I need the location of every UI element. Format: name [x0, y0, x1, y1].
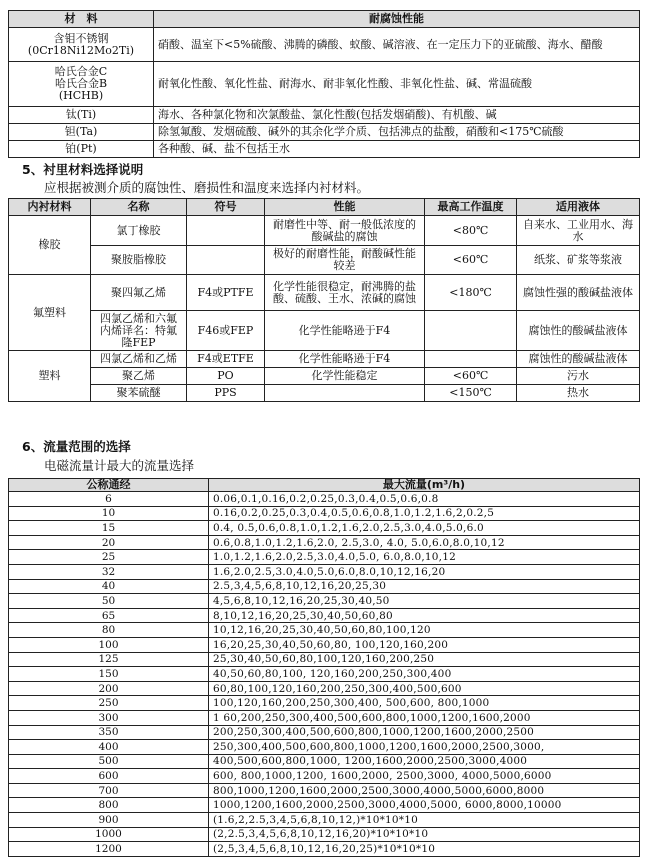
nominal-diameter: 125 — [9, 652, 209, 667]
max-flow-values: (1.6,2,2.5,3,4,5,6,8,10,12,)*10*10*10 — [209, 813, 640, 828]
max-flow-values: 8,10,12,16,20,25,30,40,50,60,80 — [209, 608, 640, 623]
section-5-title: 5、衬里材料选择说明 — [22, 162, 144, 177]
lining-temp: <180℃ — [425, 275, 517, 311]
table-row — [9, 798, 640, 813]
lining-temp — [425, 351, 517, 368]
lining-temp: <80℃ — [425, 216, 517, 246]
material-name: 哈氏合金C 哈氏合金B (HCHB) — [9, 62, 154, 107]
max-flow-values: 100,120,160,200,250,300,400, 500,600, 800,1000 — [209, 696, 640, 711]
nominal-diameter: 350 — [9, 725, 209, 740]
max-flow-values: (2,5,3,4,5,6,8,10,12,16,20,25)*10*10*10 — [209, 842, 640, 857]
max-flow-values: 800,1000,1200,1600,2000,2500,3000,4000,5000,6000,8000 — [209, 783, 640, 798]
max-temp-header: 最高工作温度 — [425, 199, 517, 216]
table-row — [9, 783, 640, 798]
flow-range-table — [8, 478, 640, 857]
lining-perf: 耐磨性中等、耐一般低浓度的酸碱盐的腐蚀 — [265, 216, 425, 246]
nominal-diameter: 700 — [9, 783, 209, 798]
max-flow-values: 2.5,3,4,5,6,8,10,12,16,20,25,30 — [209, 579, 640, 594]
lining-symbol — [187, 246, 265, 275]
lining-temp: <60℃ — [425, 368, 517, 385]
section-6-subtitle: 电磁流量计最大的流量选择 — [44, 458, 195, 473]
max-flow-values: (2,2.5,3,4,5,6,8,10,12,16,20)*10*10*10 — [209, 827, 640, 842]
nominal-diameter: 1200 — [9, 842, 209, 857]
lining-liquid: 纸浆、矿浆等浆液 — [517, 246, 640, 275]
lining-liquid: 腐蚀性的酸碱盐液体 — [517, 351, 640, 368]
liquid-header: 适用液体 — [517, 199, 640, 216]
table-row — [9, 696, 640, 711]
section-5-subtitle: 应根据被测介质的腐蚀性、磨损性和温度来选择内衬材料。 — [44, 180, 370, 195]
nominal-diameter: 25 — [9, 550, 209, 565]
section-6-title: 6、流量范围的选择 — [22, 439, 131, 454]
lining-liquid: 腐蚀性的酸碱盐液体 — [517, 311, 640, 351]
table-row — [9, 725, 640, 740]
nominal-diameter: 65 — [9, 608, 209, 623]
material-corrosion-table — [8, 10, 640, 158]
table-row — [9, 754, 640, 769]
material-perf: 除氢氟酸、发烟硫酸、碱外的其余化学介质、包括沸点的盐酸，硝酸和<175℃硫酸 — [154, 124, 640, 141]
nominal-diameter: 200 — [9, 681, 209, 696]
nominal-diameter: 150 — [9, 667, 209, 682]
lining-perf: 极好的耐磨性能，耐酸碱性能较差 — [265, 246, 425, 275]
table-row — [9, 506, 640, 521]
lining-liquid: 污水 — [517, 368, 640, 385]
lining-name: 四氯乙烯和乙烯 — [91, 351, 187, 368]
material-name: 钛(Ti) — [9, 107, 154, 124]
max-flow-values: 1000,1200,1600,2000,2500,3000,4000,5000, 6000,8000,10000 — [209, 798, 640, 813]
group-plastic: 塑料 — [9, 351, 91, 402]
max-flow-values: 4,5,6,8,10,12,16,20,25,30,40,50 — [209, 594, 640, 609]
lining-liquid: 自来水、工业用水、海水 — [517, 216, 640, 246]
lining-symbol: F4或PTFE — [187, 275, 265, 311]
lining-symbol — [187, 216, 265, 246]
material-header: 材 料 — [9, 11, 154, 28]
max-flow-values: 0.16,0.2,0.25,0.3,0.4,0.5,0.6,0.8,1.0,1.2,1.6,2,0.2,5 — [209, 506, 640, 521]
max-flow-values: 0.4, 0.5,0.6,0.8,1.0,1.2,1.6,2.0,2.5,3.0,4.0,5.0,6.0 — [209, 521, 640, 536]
max-flow-values: 250,300,400,500,600,800,1000,1200,1600,2000,2500,3000, — [209, 740, 640, 755]
max-flow-values: 400,500,600,800,1000, 1200,1600,2000,2500,3000,4000 — [209, 754, 640, 769]
nominal-diameter: 80 — [9, 623, 209, 638]
table-row — [9, 535, 640, 550]
table-row — [9, 550, 640, 565]
lining-name: 聚胺脂橡胶 — [91, 246, 187, 275]
lining-symbol: PPS — [187, 385, 265, 402]
lining-name: 聚乙烯 — [91, 368, 187, 385]
lining-perf: 化学性能略逊于F4 — [265, 351, 425, 368]
max-flow-values: 200,250,300,400,500,600,800,1000,1200,1600,2000,2500 — [209, 725, 640, 740]
table-row — [9, 710, 640, 725]
lining-material-table — [8, 198, 640, 402]
nominal-diameter: 400 — [9, 740, 209, 755]
lining-liquid: 腐蚀性强的酸碱盐液体 — [517, 275, 640, 311]
nominal-diameter: 32 — [9, 564, 209, 579]
material-perf: 海水、各种氯化物和次氯酸盐、氯化性酸(包括发烟硝酸)、有机酸、碱 — [154, 107, 640, 124]
corrosion-header: 耐腐蚀性能 — [154, 11, 640, 28]
table-row — [9, 842, 640, 857]
material-perf: 耐氧化性酸、氧化性盐、耐海水、耐非氧化性酸、非氧化性盐、碱、常温硫酸 — [154, 62, 640, 107]
group-rubber: 橡胶 — [9, 216, 91, 275]
table-row — [9, 608, 640, 623]
max-flow-values: 10,12,16,20,25,30,40,50,60,80,100,120 — [209, 623, 640, 638]
table-row — [9, 579, 640, 594]
max-flow-header: 最大流量(m³/h) — [209, 479, 640, 492]
lining-name: 四氯乙烯和六氟内烯译名：特氟隆FEP — [91, 311, 187, 351]
table-row — [9, 623, 640, 638]
max-flow-values: 16,20,25,30,40,50,60,80, 100,120,160,200 — [209, 637, 640, 652]
table-row — [9, 564, 640, 579]
lining-temp: <60℃ — [425, 246, 517, 275]
lining-perf — [265, 385, 425, 402]
nominal-diameter: 500 — [9, 754, 209, 769]
table-row — [9, 521, 640, 536]
nominal-diameter: 800 — [9, 798, 209, 813]
lining-symbol: F46或FEP — [187, 311, 265, 351]
nominal-diameter-header: 公称通经 — [9, 479, 209, 492]
lining-symbol: PO — [187, 368, 265, 385]
max-flow-values: 25,30,40,50,60,80,100,120,160,200,250 — [209, 652, 640, 667]
table-row — [9, 492, 640, 507]
table-row — [9, 681, 640, 696]
table-row — [9, 652, 640, 667]
lining-name: 氯丁橡胶 — [91, 216, 187, 246]
lining-name: 聚苯硫醚 — [91, 385, 187, 402]
max-flow-values: 600, 800,1000,1200, 1600,2000, 2500,3000, 4000,5000,6000 — [209, 769, 640, 784]
performance-header: 性能 — [265, 199, 425, 216]
max-flow-values: 0.6,0.8,1.0,1.2,1.6,2.0, 2.5,3.0, 4.0, 5.0,6.0,8.0,10,12 — [209, 535, 640, 550]
material-name: 钽(Ta) — [9, 124, 154, 141]
nominal-diameter: 900 — [9, 813, 209, 828]
table-row — [9, 827, 640, 842]
nominal-diameter: 250 — [9, 696, 209, 711]
nominal-diameter: 300 — [9, 710, 209, 725]
nominal-diameter: 100 — [9, 637, 209, 652]
material-name: 含钼不锈钢 (0Cr18Ni12Mo2Ti) — [9, 28, 154, 62]
max-flow-values: 40,50,60,80,100, 120,160,200,250,300,400 — [209, 667, 640, 682]
max-flow-values: 1.6,2.0,2.5,3.0,4.0,5.0,6.0,8.0,10,12,16,20 — [209, 564, 640, 579]
nominal-diameter: 1000 — [9, 827, 209, 842]
table-row — [9, 637, 640, 652]
nominal-diameter: 20 — [9, 535, 209, 550]
symbol-header: 符号 — [187, 199, 265, 216]
lining-symbol: F4或ETFE — [187, 351, 265, 368]
max-flow-values: 1 60,200,250,300,400,500,600,800,1000,1200,1600,2000 — [209, 710, 640, 725]
lining-perf: 化学性能稳定 — [265, 368, 425, 385]
nominal-diameter: 600 — [9, 769, 209, 784]
nominal-diameter: 15 — [9, 521, 209, 536]
material-perf: 硝酸、温室下<5%硫酸、沸腾的磷酸、蚁酸、碱溶液、在一定压力下的亚硫酸、海水、醋酸 — [154, 28, 640, 62]
nominal-diameter: 6 — [9, 492, 209, 507]
name-header: 名称 — [91, 199, 187, 216]
lining-perf: 化学性能略逊于F4 — [265, 311, 425, 351]
table-row — [9, 594, 640, 609]
lining-temp — [425, 311, 517, 351]
group-fluoro: 氟塑料 — [9, 275, 91, 351]
lining-header: 内衬材料 — [9, 199, 91, 216]
material-name: 铂(Pt) — [9, 141, 154, 158]
lining-liquid: 热水 — [517, 385, 640, 402]
lining-temp: <150℃ — [425, 385, 517, 402]
nominal-diameter: 40 — [9, 579, 209, 594]
table-row — [9, 740, 640, 755]
max-flow-values: 1.0,1.2,1.6,2.0,2.5,3.0,4.0,5.0, 6.0,8.0,10,12 — [209, 550, 640, 565]
nominal-diameter: 50 — [9, 594, 209, 609]
table-row — [9, 769, 640, 784]
material-perf: 各种酸、碱、盐不包括王水 — [154, 141, 640, 158]
max-flow-values: 60,80,100,120,160,200,250,300,400,500,600 — [209, 681, 640, 696]
nominal-diameter: 10 — [9, 506, 209, 521]
max-flow-values: 0.06,0.1,0.16,0.2,0.25,0.3,0.4,0.5,0.6,0.8 — [209, 492, 640, 507]
table-row — [9, 813, 640, 828]
lining-perf: 化学性能很稳定，耐沸腾的盐酸、硫酸、王水、浓碱的腐蚀 — [265, 275, 425, 311]
lining-name: 聚四氟乙烯 — [91, 275, 187, 311]
table-row — [9, 667, 640, 682]
